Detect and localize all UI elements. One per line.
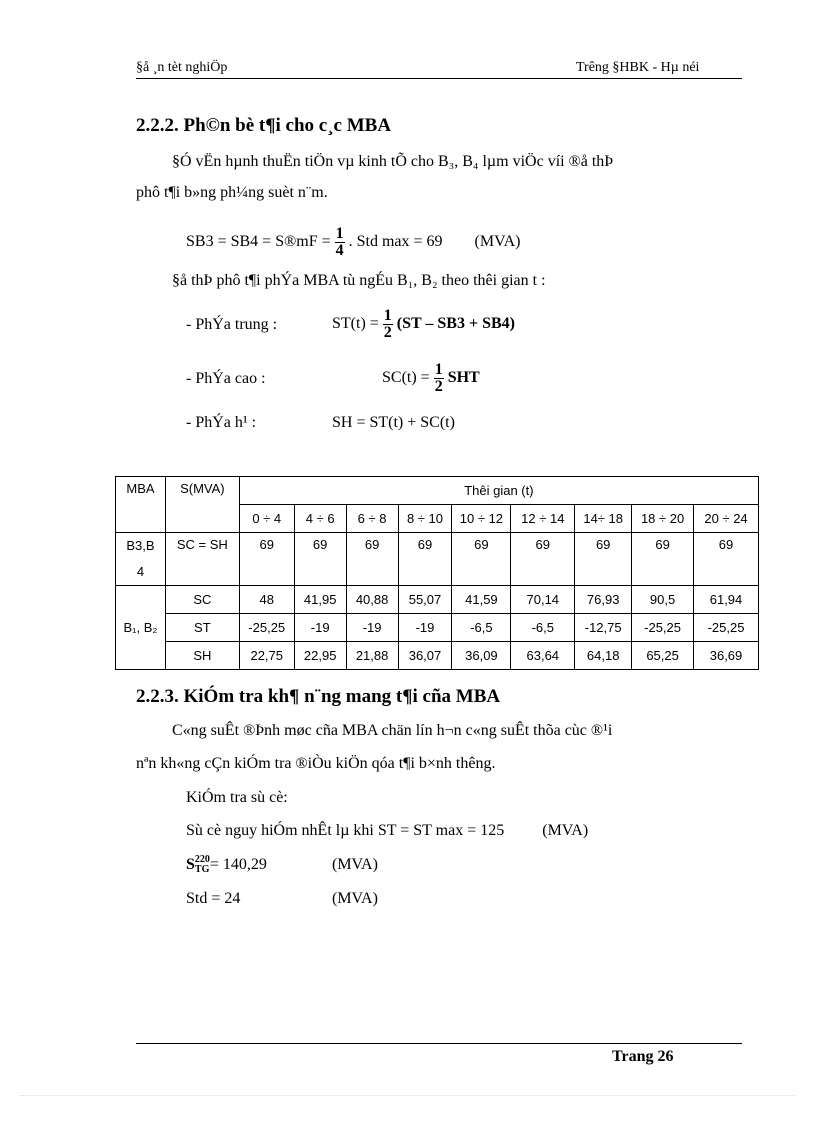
s-type-cell: ST <box>165 614 239 642</box>
period-cell: 6 ÷ 8 <box>346 505 398 533</box>
period-cell: 18 ÷ 20 <box>632 505 694 533</box>
header-right: Trêng §HBK - Hµ néi <box>576 60 700 75</box>
value-cell: 90,5 <box>632 586 694 614</box>
period-cell: 4 ÷ 6 <box>294 505 346 533</box>
period-cell: 20 ÷ 24 <box>694 505 759 533</box>
period-cell: 0 ÷ 4 <box>239 505 294 533</box>
phia-ha-label: - PhÝa h¹ : <box>186 414 257 431</box>
value-cell: -25,25 <box>694 614 759 642</box>
stg-superscript: 220 <box>194 854 210 866</box>
para-line-2: phô t¶i b»ng ph¼ng suèt n¨m. <box>136 184 328 201</box>
table-row <box>116 586 759 614</box>
header-s-mva: S(MVA) <box>165 477 239 533</box>
stg-line <box>186 852 267 878</box>
cao-expression: SHT <box>447 369 480 386</box>
table-row <box>116 533 759 586</box>
b34-value-cell: 69 <box>452 533 511 586</box>
b34-value-cell: 69 <box>694 533 759 586</box>
value-cell: -19 <box>294 614 346 642</box>
period-cell: 14÷ 18 <box>575 505 632 533</box>
b34-s-label: SC = SH <box>165 533 239 586</box>
value-cell: 55,07 <box>398 586 452 614</box>
formula-lhs: SB3 = SB4 = S®mF = <box>186 233 331 250</box>
stg-unit: (MVA) <box>332 856 378 873</box>
load-graph-line: §å thÞ phô t¶i phÝa MBA tù ngÉu B₁, B₂ theo thêi gian t : <box>172 272 546 289</box>
b34-value-cell: 69 <box>632 533 694 586</box>
check-incident-line: KiÓm tra sù cè: <box>186 789 288 806</box>
header-time: Thêi gian (t) <box>239 477 758 505</box>
value-cell: -19 <box>398 614 452 642</box>
value-cell: 36,09 <box>452 642 511 670</box>
value-cell: -12,75 <box>575 614 632 642</box>
formula-unit: (MVA) <box>474 233 521 250</box>
stg-script <box>195 855 210 875</box>
trung-expression: (ST – SB3 + SB4) <box>396 315 515 332</box>
header-rule <box>136 78 742 79</box>
b34-label: B3,B 4 <box>116 533 166 586</box>
formula-rhs: . Std max = 69 <box>348 233 443 250</box>
page-number: Trang 26 <box>612 1048 674 1065</box>
value-cell: 63,64 <box>511 642 575 670</box>
phia-cao-formula <box>382 358 480 398</box>
b12-label: B₁, B₂ <box>116 586 166 670</box>
section-heading-2-2-2: 2.2.2. Ph©n bè t¶i cho c¸c MBA <box>136 115 392 136</box>
b34-value-cell: 69 <box>398 533 452 586</box>
fraction-numerator: 1 <box>383 306 392 324</box>
page-bottom-border <box>20 1095 796 1096</box>
fraction-denominator: 2 <box>434 377 443 395</box>
fraction-numerator: 1 <box>434 360 443 378</box>
value-cell: 70,14 <box>511 586 575 614</box>
b34-value-cell: 69 <box>346 533 398 586</box>
b34-value-cell: 69 <box>239 533 294 586</box>
b34-value-cell: 69 <box>294 533 346 586</box>
para-line-1: §Ó vËn hµnh thuËn tiÖn vµ kinh tÕ cho B₃, B₄ lµm viÖc víi ®å thÞ <box>172 153 614 170</box>
header-left: §å ¸n tèt nghiÖp <box>136 60 228 75</box>
value-cell: -19 <box>346 614 398 642</box>
table-row <box>116 614 759 642</box>
value-cell: 22,75 <box>239 642 294 670</box>
danger-text: Sù cè nguy hiÓm nhÊt lµ khi ST = ST max = 125 <box>186 822 505 839</box>
value-cell: -25,25 <box>239 614 294 642</box>
value-cell: 76,93 <box>575 586 632 614</box>
section-heading-2-2-3: 2.2.3. KiÓm tra kh¶ n¨ng mang t¶i cña MBA <box>136 686 501 707</box>
trung-lhs: ST(t) = <box>332 315 379 332</box>
value-cell: 41,95 <box>294 586 346 614</box>
para2-line-2: nªn kh«ng cÇn kiÓm tra ®iÒu kiÖn qóa t¶i b×nh thêng. <box>136 755 496 772</box>
fraction-one-half <box>383 308 393 341</box>
fraction-denominator: 2 <box>383 323 392 341</box>
footer-rule <box>136 1043 742 1044</box>
value-cell: -6,5 <box>511 614 575 642</box>
load-table <box>115 476 759 670</box>
b34-value-cell: 69 <box>575 533 632 586</box>
s-type-cell: SH <box>165 642 239 670</box>
period-cell: 8 ÷ 10 <box>398 505 452 533</box>
formula-sb3 <box>186 222 520 262</box>
phia-cao-label: - PhÝa cao : <box>186 370 266 387</box>
stg-subscript: TG <box>194 864 210 876</box>
value-cell: 40,88 <box>346 586 398 614</box>
para2-line-1: C«ng suÊt ®Þnh møc cña MBA chän lín h¬n c«ng suÊt thõa cùc ®¹i <box>172 722 613 739</box>
stg-value: = 140,29 <box>209 856 267 873</box>
stg-symbol: S <box>186 856 195 873</box>
value-cell: 41,59 <box>452 586 511 614</box>
b34-value-cell: 69 <box>511 533 575 586</box>
fraction-numerator: 1 <box>335 224 344 242</box>
std-unit: (MVA) <box>332 890 378 907</box>
value-cell: 64,18 <box>575 642 632 670</box>
std-line: Std = 24 <box>186 890 241 907</box>
danger-line <box>186 822 588 840</box>
period-cell: 12 ÷ 14 <box>511 505 575 533</box>
fraction-one-half <box>434 362 444 395</box>
value-cell: -25,25 <box>632 614 694 642</box>
phia-ha-formula: SH = ST(t) + SC(t) <box>332 414 455 431</box>
fraction-one-quarter <box>335 226 345 259</box>
value-cell: 36,07 <box>398 642 452 670</box>
value-cell: 36,69 <box>694 642 759 670</box>
table-row <box>116 642 759 670</box>
phia-trung-formula <box>332 304 515 344</box>
b12-rows <box>116 586 759 670</box>
value-cell: 21,88 <box>346 642 398 670</box>
value-cell: -6,5 <box>452 614 511 642</box>
cao-lhs: SC(t) = <box>382 369 430 386</box>
value-cell: 65,25 <box>632 642 694 670</box>
value-cell: 48 <box>239 586 294 614</box>
s-type-cell: SC <box>165 586 239 614</box>
danger-unit: (MVA) <box>542 822 589 839</box>
value-cell: 22,95 <box>294 642 346 670</box>
phia-trung-label: - PhÝa trung : <box>186 316 278 333</box>
value-cell: 61,94 <box>694 586 759 614</box>
header-mba: MBA <box>116 477 166 533</box>
period-cell: 10 ÷ 12 <box>452 505 511 533</box>
fraction-denominator: 4 <box>335 241 344 259</box>
